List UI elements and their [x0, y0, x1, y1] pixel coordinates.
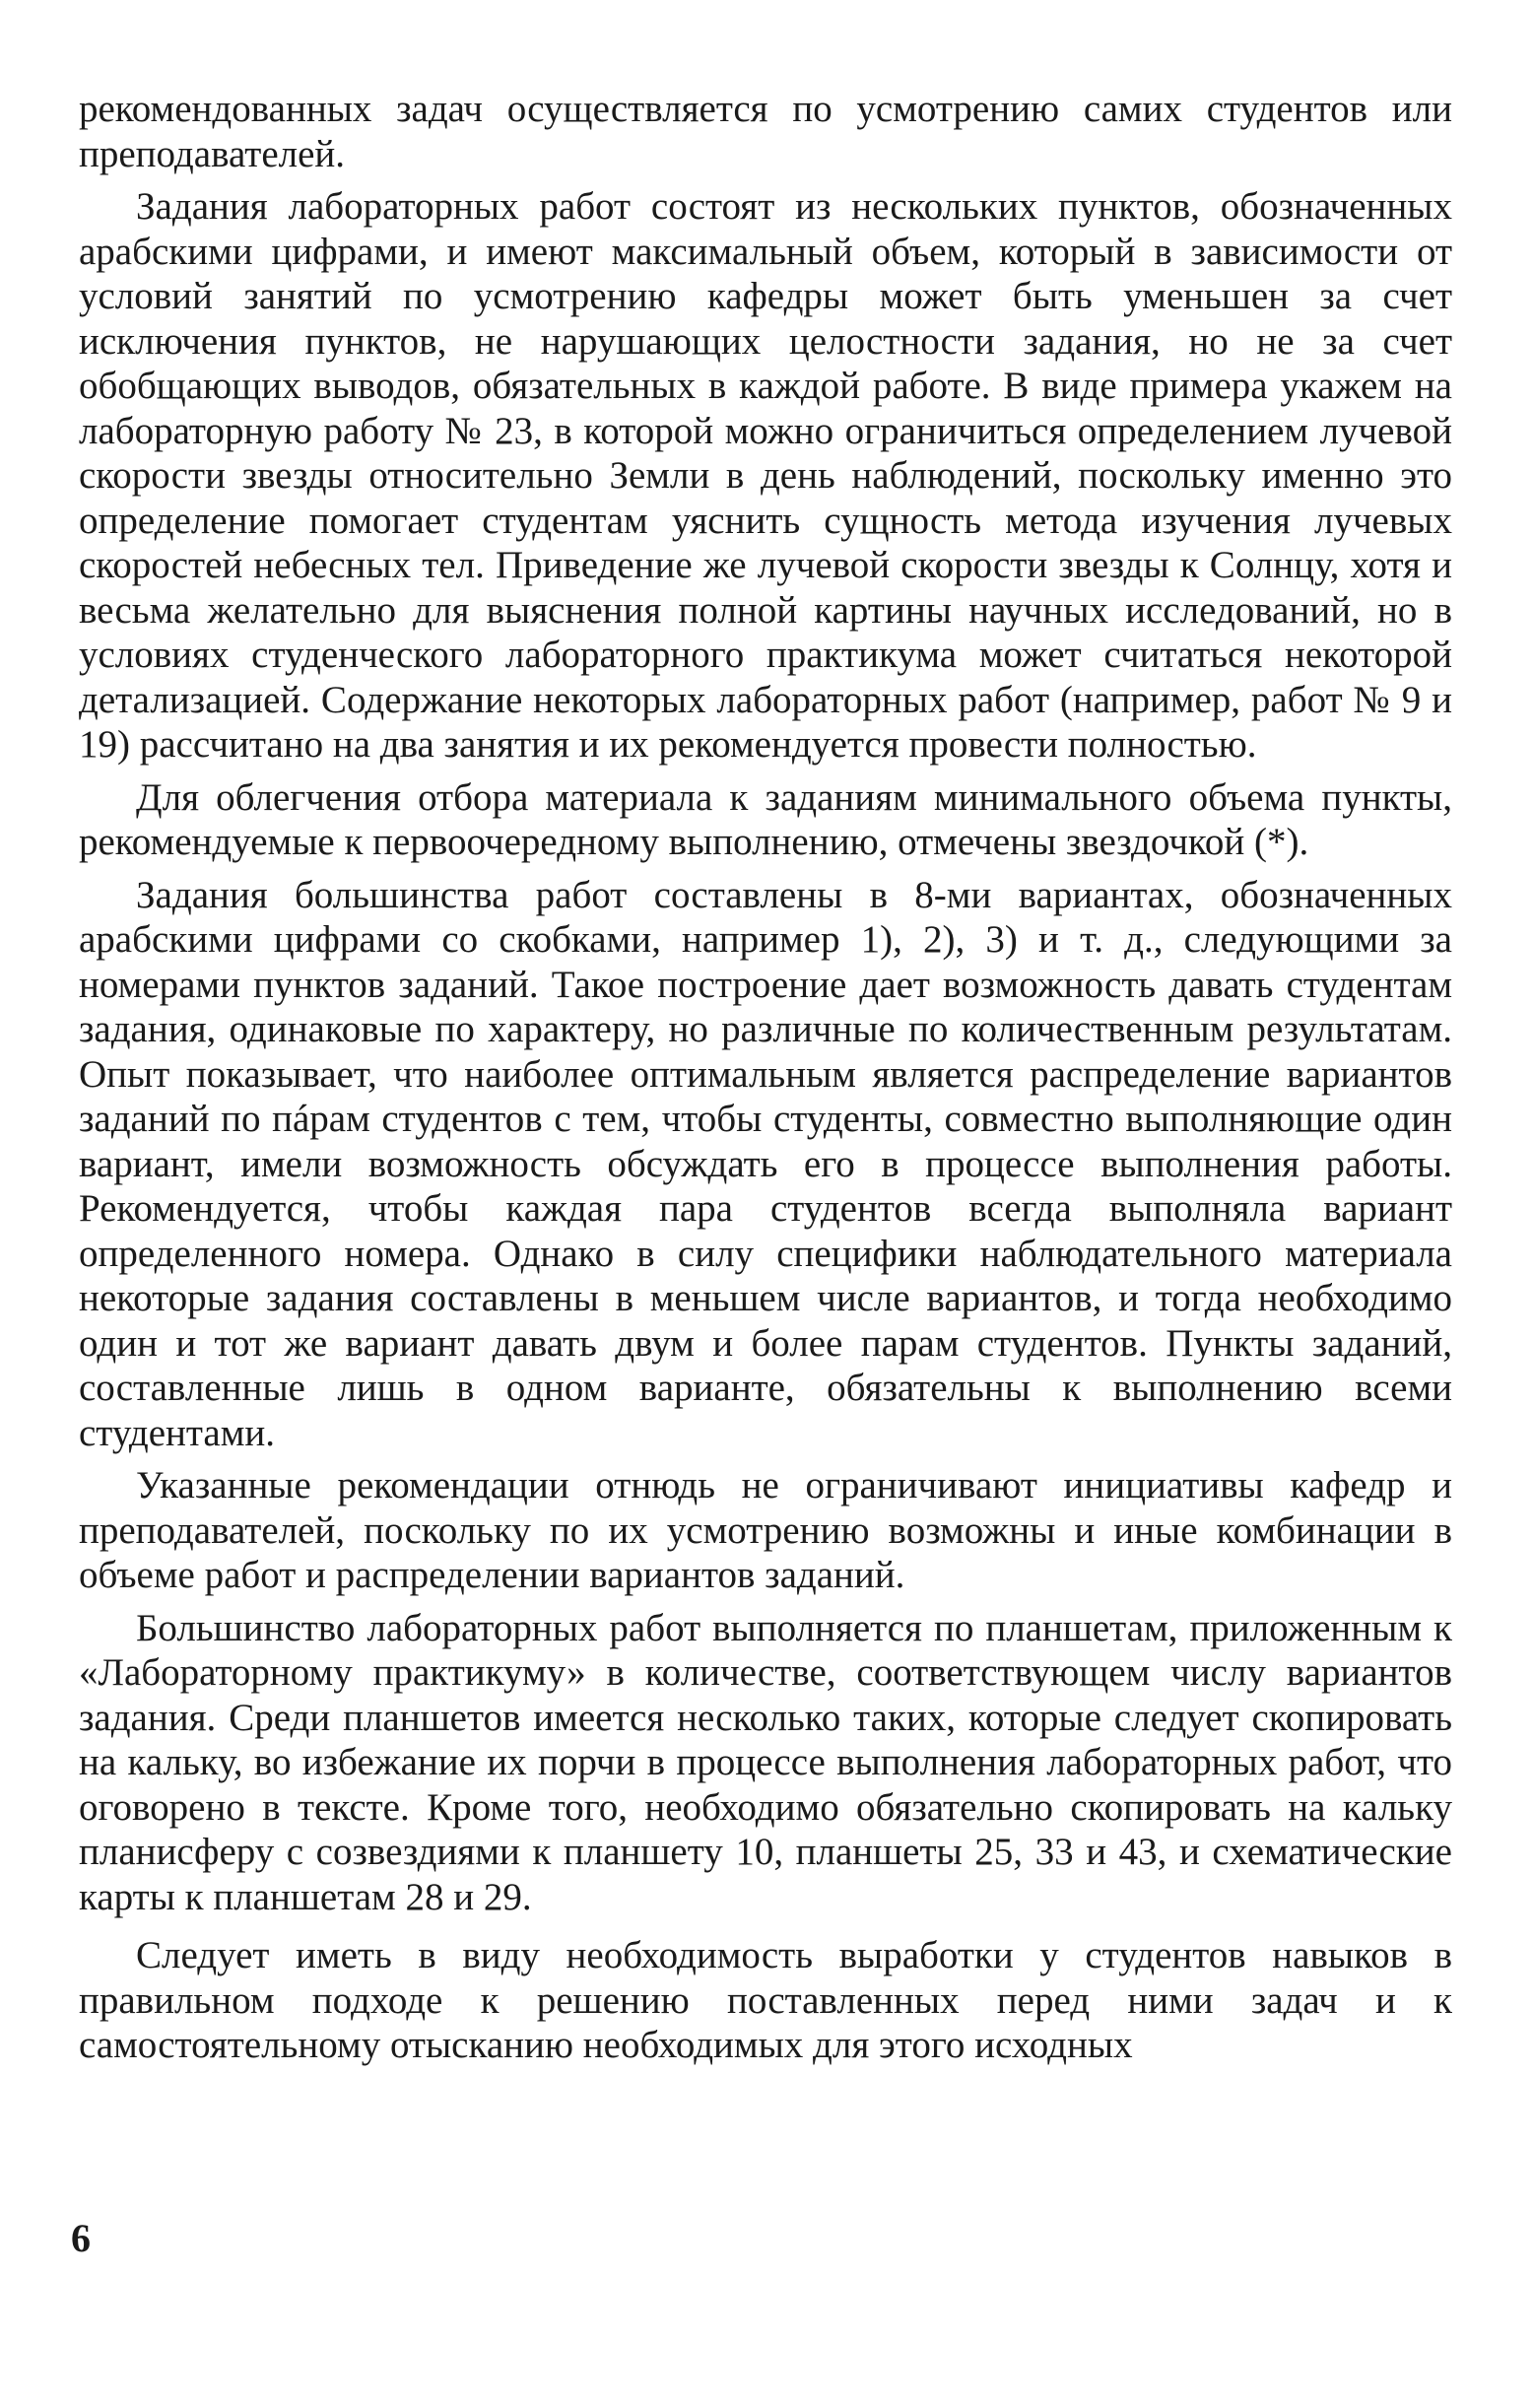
page-number: 6 [71, 2216, 91, 2260]
paragraph-continuation: рекомендованных задач осуществляется по усмотрению самих студентов или преподавателей. [79, 88, 1452, 175]
paragraph-variants: Задания большинства работ составлены в 8-ми вариантах, обозначенных арабскими цифрами со скобками, например 1), 2), 3) и т. д., следующими за номерами пунктов заданий. Такое построение дает возможность давать студентам задания, одинаковые по характеру, но различные по количественным результатам. Опыт показывает, что наиболее оптимальным является распределение вариантов заданий по пáрам студентов с тем, чтобы студенты, совместно выполняющие один вариант, имели возможность обсуждать его в процессе выполнения работы. Рекомендуется, чтобы каждая пара студентов всегда выполняла вариант определенного номера. Однако в силу специфики наблюдательного материала некоторые задания составлены в меньшем числе вариантов, и тогда необходимо один и тот же вариант давать двум и более парам студентов. Пункты заданий, составленные лишь в одном варианте, обязательны к выполнению всеми студентами. [79, 873, 1452, 1454]
paragraph-tablets: Большинство лабораторных работ выполняется по планшетам, приложенным к «Лабораторному практикуму» в количестве, соответствующем числу вариантов задания. Среди планшетов имеется несколько таких, которые следует скопировать на кальку, во избежание их порчи в процессе выполнения лабораторных работ, что оговорено в тексте. Кроме того, необходимо обязательно скопировать на кальку планисферу с созвездиями к планшету 10, планшеты 25, 33 и 43, и схематические карты к планшетам 28 и 29. [79, 1606, 1452, 1918]
paragraph-recommendations: Указанные рекомендации отнюдь не ограничивают инициативы кафедр и преподавателей, поскольку по их усмотрению возможны и иные комбинации в объеме работ и распределении вариантов заданий. [79, 1464, 1452, 1596]
paragraph-student-skills: Следует иметь в виду необходимость выработки у студентов навыков в правильном подходе к решению поставленных перед ними задач и к самостоятельному отысканию необходимых для этого исходных [79, 1934, 1452, 2066]
paragraph-lab-tasks: Задания лабораторных работ состоят из нескольких пунктов, обозначенных арабскими цифрами, и имеют максимальный объем, который в зависимости от условий занятий по усмотрению кафедры может быть уменьшен за счет исключения пунктов, не нарушающих целостности задания, но не за счет обобщающих выводов, обязательных в каждой работе. В виде примера укажем на лабораторную работу № 23, в которой можно ограничиться определением лучевой скорости звезды относительно Земли в день наблюдений, поскольку именно это определение помогает студентам уяснить сущность метода изучения лучевых скоростей небесных тел. Приведение же лучевой скорости звезды к Солнцу, хотя и весьма желательно для выяснения полной картины научных исследований, но в условиях студенческого лабораторного практикума может считаться некоторой детализацией. Содержание некоторых лабораторных работ (например, работ № 9 и 19) рассчитано на два занятия и их рекомендуется провести полностью. [79, 185, 1452, 766]
page-body [79, 87, 1452, 2076]
paragraph-minimal-volume: Для облегчения отбора материала к заданиям минимального объема пункты, рекомендуемые к первоочередному выполнению, отмечены звездочкой (*). [79, 775, 1452, 863]
